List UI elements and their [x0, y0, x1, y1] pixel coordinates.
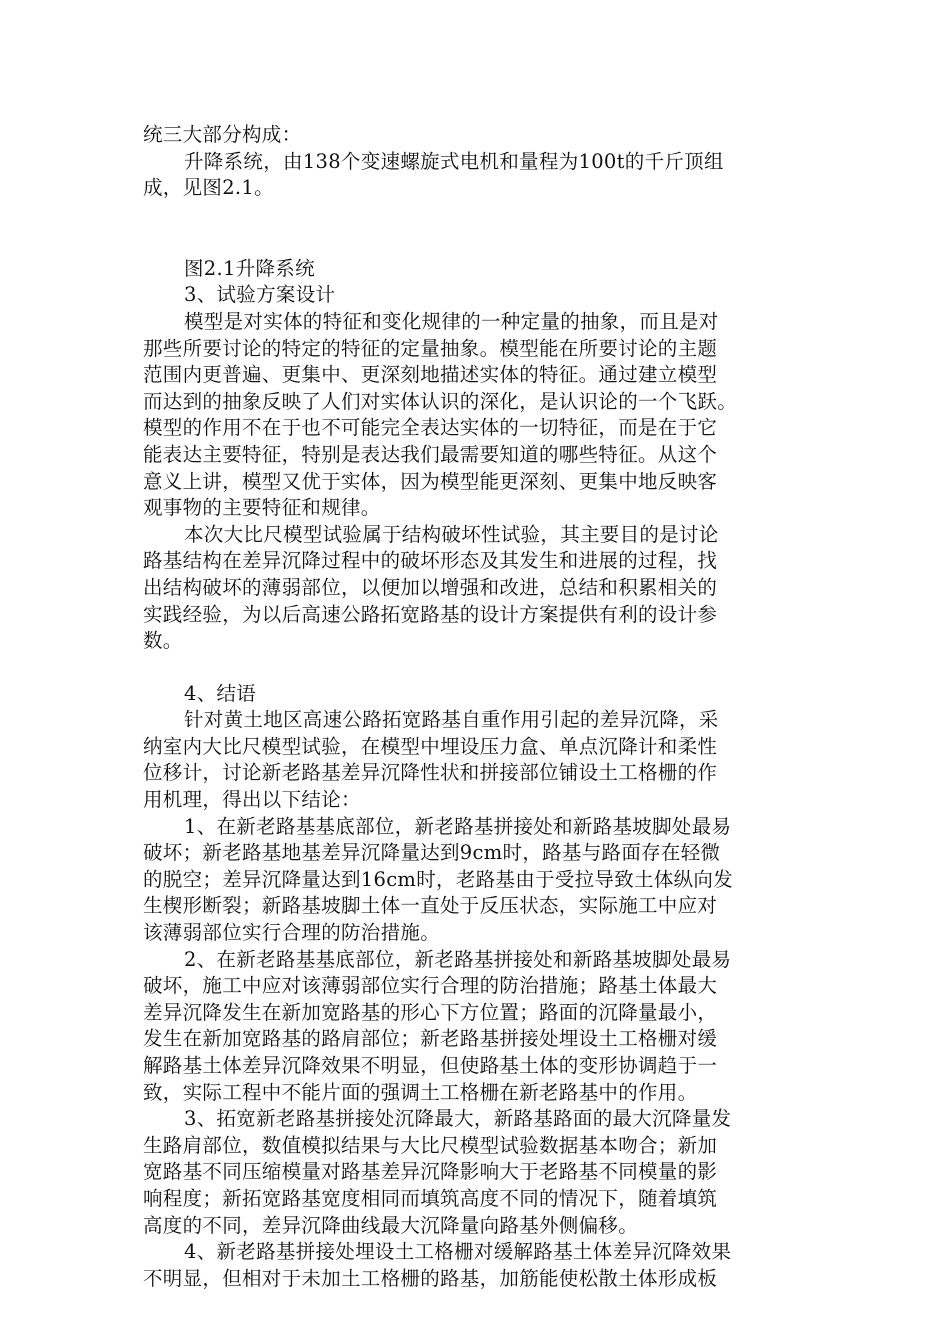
text-line: 破坏，施工中应对该薄弱部位实行合理的防治措施；路基土体最大 — [143, 974, 718, 998]
text-line: 3、拓宽新老路基拼接处沉降最大，新路基路面的最大沉降量发 — [184, 1107, 732, 1131]
text-line: 统三大部分构成： — [143, 123, 302, 146]
text-line: 高度的不同，差异沉降曲线最大沉降量向路基外侧偏移。 — [143, 1213, 639, 1237]
text-line: 模型的作用不在于也不可能完全表达实体的一切特征，而是在于它 — [143, 416, 718, 440]
text-line: 本次大比尺模型试验属于结构破坏性试验，其主要目的是讨论 — [184, 522, 719, 546]
text-line: 响程度；新拓宽路基宽度相同而填筑高度不同的情况下，随着填筑 — [143, 1186, 718, 1210]
text-line: 不明显，但相对于未加土工格栅的路基，加筋能使松散土体形成板 — [143, 1266, 718, 1290]
text-line: 1、在新老路基基底部位，新老路基拼接处和新路基坡脚处最易 — [184, 814, 732, 838]
text-line: 发生在新加宽路基的路肩部位；新老路基拼接处埋设土工格栅对缓 — [143, 1027, 718, 1051]
text-line: 路基结构在差异沉降过程中的破坏形态及其发生和进展的过程，找 — [143, 549, 718, 573]
text-line: 用机理，得出以下结论： — [143, 788, 361, 812]
text-line: 生路肩部位，数值模拟结果与大比尺模型试验数据基本吻合；新加 — [143, 1133, 718, 1157]
text-line: 出结构破坏的薄弱部位，以便加以增强和改进，总结和积累相关的 — [143, 575, 718, 599]
text-line: 2、在新老路基基底部位，新老路基拼接处和新路基坡脚处最易 — [184, 947, 732, 971]
text-line: 的脱空；差异沉降量达到16cm时，老路基由于受拉导致土体纵向发 — [143, 867, 734, 891]
document-page — [143, 122, 813, 1292]
text-line: 意义上讲，模型又优于实体，因为模型能更深刻、更集中地反映客 — [143, 469, 718, 493]
figure-caption: 图2.1升降系统 — [184, 256, 315, 280]
text-line: 实践经验，为以后高速公路拓宽路基的设计方案提供有利的设计参 — [143, 602, 718, 626]
section-heading: 4、结语 — [184, 681, 257, 705]
text-line: 破坏；新老路基地基差异沉降量达到9cm时，路基与路面存在轻微 — [143, 841, 721, 865]
text-line: 宽路基不同压缩模量对路基差异沉降影响大于老路基不同模量的影 — [143, 1160, 718, 1184]
text-line: 成，见图2.1。 — [143, 176, 274, 200]
text-line: 那些所要讨论的特定的特征的定量抽象。模型能在所要讨论的主题 — [143, 336, 718, 360]
text-line: 能表达主要特征，特别是表达我们最需要知道的哪些特征。从这个 — [143, 442, 718, 466]
text-line: 模型是对实体的特征和变化规律的一种定量的抽象，而且是对 — [184, 309, 719, 333]
text-line: 而达到的抽象反映了人们对实体认识的深化，是认识论的一个飞跃。 — [143, 389, 738, 413]
text-line: 该薄弱部位实行合理的防治措施。 — [143, 921, 441, 945]
text-line: 数。 — [143, 629, 183, 653]
section-heading: 3、试验方案设计 — [184, 283, 336, 307]
text-line: 生楔形断裂；新路基坡脚土体一直处于反压状态，实际施工中应对 — [143, 894, 718, 918]
text-line: 位移计，讨论新老路基差异沉降性状和拼接部位铺设土工格栅的作 — [143, 761, 718, 785]
section-space — [143, 655, 813, 681]
text-line: 纳室内大比尺模型试验，在模型中埋设压力盒、单点沉降计和柔性 — [143, 734, 718, 758]
text-line: 差异沉降发生在新加宽路基的形心下方位置；路面的沉降量最小， — [143, 1000, 718, 1024]
text-line: 观事物的主要特征和规律。 — [143, 496, 381, 520]
text-line: 致，实际工程中不能片面的强调土工格栅在新老路基中的作用。 — [143, 1080, 698, 1104]
text-line: 4、新老路基拼接处埋设土工格栅对缓解路基土体差异沉降效果 — [184, 1240, 732, 1264]
text-line: 范围内更普遍、更集中、更深刻地描述实体的特征。通过建立模型 — [143, 363, 718, 387]
text-line: 针对黄土地区高速公路拓宽路基自重作用引起的差异沉降，采 — [184, 708, 719, 732]
figure-space — [143, 202, 813, 256]
text-line: 升降系统，由138个变速螺旋式电机和量程为100t的千斤顶组 — [184, 149, 724, 173]
text-line: 解路基土体差异沉降效果不明显，但使路基土体的变形协调趋于一 — [143, 1054, 718, 1077]
